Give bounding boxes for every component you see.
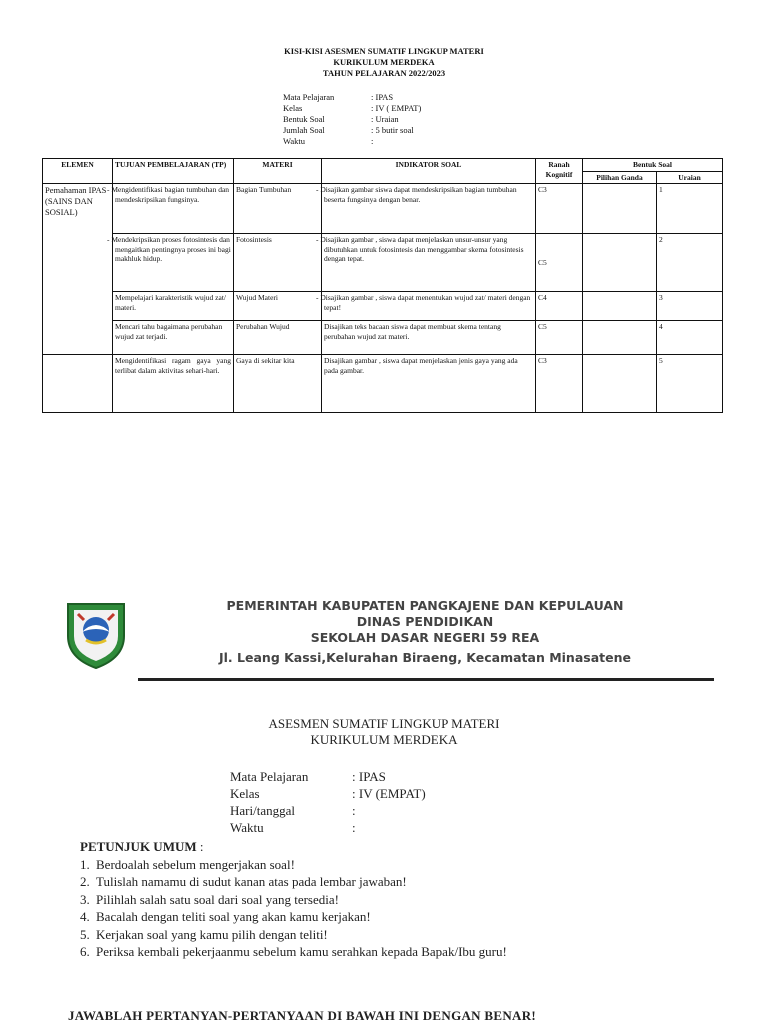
kisi-title bbox=[0, 46, 768, 79]
list-item: 2. Tulislah namamu di sudut kanan atas pada lembar jawaban! bbox=[80, 874, 407, 889]
meta-row: Mata Pelajaran : IPAS bbox=[283, 92, 394, 102]
col-pg: Pilihan Ganda bbox=[583, 171, 657, 184]
cell-pg bbox=[583, 184, 657, 234]
cell-elemen: Pemahaman IPAS (SAINS DAN SOSIAL) bbox=[43, 184, 113, 355]
asesmen-title-line: ASESMEN SUMATIF LINGKUP MATERI bbox=[268, 716, 500, 731]
cell-uraian: 4 bbox=[657, 321, 723, 355]
table-row bbox=[43, 184, 723, 234]
col-bentuk: Bentuk Soal bbox=[583, 159, 723, 172]
list-item: 4. Bacalah dengan teliti soal yang akan kamu kerjakan! bbox=[80, 909, 371, 924]
kisi-title-line: TAHUN PELAJARAN 2022/2023 bbox=[322, 68, 446, 78]
cell-pg bbox=[583, 321, 657, 355]
col-ranah: Ranah Kognitif bbox=[536, 159, 583, 184]
letterhead-address: Jl. Leang Kassi,Kelurahan Biraeng, Kecamatan Minasatene bbox=[219, 650, 631, 665]
cell-ranah: C4 bbox=[536, 292, 583, 321]
asesmen-title bbox=[0, 716, 768, 748]
kisi-table bbox=[42, 158, 723, 413]
meta-row: Waktu : bbox=[283, 136, 374, 146]
cell-materi: Bagian Tumbuhan bbox=[234, 184, 322, 234]
cell-pg bbox=[583, 292, 657, 321]
meta-row: Kelas : IV ( EMPAT) bbox=[283, 103, 422, 113]
meta-row: Mata Pelajaran : IPAS bbox=[230, 769, 386, 784]
general-instructions bbox=[80, 838, 507, 961]
list-item: 6. Periksa kembali pekerjaanmu sebelum kamu serahkan kepada Bapak/Ibu guru! bbox=[80, 944, 507, 959]
cell-ranah: C3 bbox=[536, 355, 583, 413]
meta-row: Hari/tanggal : bbox=[230, 803, 356, 818]
cell-tujuan: Mempelajari karakteristik wujud zat/ materi. bbox=[113, 292, 234, 321]
list-item: 3. Pilihlah salah satu soal dari soal yang tersedia! bbox=[80, 891, 339, 907]
cell-uraian: 2 bbox=[657, 234, 723, 292]
kisi-title-line: KISI-KISI ASESMEN SUMATIF LINGKUP MATERI bbox=[284, 46, 484, 56]
table-row bbox=[43, 321, 723, 355]
instructions-heading: PETUNJUK UMUM : bbox=[80, 839, 204, 854]
letterhead-divider bbox=[138, 678, 714, 681]
col-indikator: INDIKATOR SOAL bbox=[322, 159, 536, 184]
cell-materi: Gaya di sekitar kita bbox=[234, 355, 322, 413]
cell-tujuan: - Mengidentifikasi bagian tumbuhan dan mendeskripsikan fungsinya. bbox=[113, 184, 234, 234]
meta-row: Waktu : bbox=[230, 820, 356, 835]
table-row bbox=[43, 292, 723, 321]
cell-uraian: 3 bbox=[657, 292, 723, 321]
cell-tujuan: Mengidentifikasi ragam gaya yang terlibat dalam aktivitas sehari-hari. bbox=[113, 355, 234, 413]
col-materi: MATERI bbox=[234, 159, 322, 184]
cell-indikator: Disajikan teks bacaan siswa dapat membuat skema tentang perubahan wujud zat materi. bbox=[322, 321, 536, 355]
col-tujuan: TUJUAN PEMBELAJARAN (TP) bbox=[113, 159, 234, 184]
asesmen-page bbox=[0, 590, 768, 1024]
cell-ranah: C3 bbox=[536, 184, 583, 234]
list-item: 1. Berdoalah sebelum mengerjakan soal! bbox=[80, 856, 295, 872]
kisi-title-line: KURIKULUM MERDEKA bbox=[333, 57, 435, 67]
letterhead-line: PEMERINTAH KABUPATEN PANGKAJENE DAN KEPULAUAN bbox=[226, 598, 624, 613]
regency-emblem-icon bbox=[62, 596, 130, 670]
cell-ranah: C5 bbox=[536, 321, 583, 355]
letterhead-line: SEKOLAH DASAR NEGERI 59 REA bbox=[310, 630, 540, 645]
cell-ranah: C5 bbox=[536, 234, 583, 292]
meta-row: Kelas : IV (EMPAT) bbox=[230, 786, 426, 801]
cell-uraian: 5 bbox=[657, 355, 723, 413]
cell-indikator: - Disajikan gambar siswa dapat mendeskripsikan bagian tumbuhan beserta fungsinya dengan benar. bbox=[322, 184, 536, 234]
list-item: 5. Kerjakan soal yang kamu pilih dengan teliti! bbox=[80, 926, 328, 942]
cell-elemen-empty bbox=[43, 355, 113, 413]
asesmen-title-line: KURIKULUM MERDEKA bbox=[310, 732, 458, 747]
table-row bbox=[43, 355, 723, 413]
asesmen-meta bbox=[230, 768, 426, 836]
cell-uraian: 1 bbox=[657, 184, 723, 234]
cell-indikator: - Disajikan gambar , siswa dapat menjelaskan unsur-unsur yang dibutuhkan untuk fotosintesis dan menggambar skema fotosintesis dengan tepat. bbox=[322, 234, 536, 292]
cell-pg bbox=[583, 355, 657, 413]
letterhead bbox=[140, 598, 710, 668]
col-elemen: ELEMEN bbox=[43, 159, 113, 184]
instructions-list bbox=[80, 856, 507, 961]
cell-pg bbox=[583, 234, 657, 292]
cell-indikator: - Disajikan gambar , siswa dapat menentukan wujud zat/ materi dengan tepat! bbox=[322, 292, 536, 321]
letterhead-line: DINAS PENDIDIKAN bbox=[356, 614, 494, 629]
meta-row: Jumlah Soal : 5 butir soal bbox=[283, 125, 414, 135]
answer-instruction: JAWABLAH PERTANYAN-PERTANYAAN DI BAWAH INI DENGAN BENAR! bbox=[68, 1008, 537, 1023]
cell-materi: Fotosintesis bbox=[234, 234, 322, 292]
col-uraian: Uraian bbox=[657, 171, 723, 184]
kisi-meta bbox=[283, 92, 421, 147]
cell-materi: Perubahan Wujud bbox=[234, 321, 322, 355]
cell-tujuan: - Mendekripsikan proses fotosintesis dan mengaitkan pentingnya proses ini bagi makhluk hidup. bbox=[113, 234, 234, 292]
meta-row: Bentuk Soal : Uraian bbox=[283, 114, 399, 124]
cell-tujuan: Mencari tahu bagaimana perubahan wujud zat terjadi. bbox=[113, 321, 234, 355]
cell-indikator: Disajikan gambar , siswa dapat menjelaskan jenis gaya yang ada pada gambar. bbox=[322, 355, 536, 413]
table-row bbox=[43, 234, 723, 292]
cell-materi: Wujud Materi bbox=[234, 292, 322, 321]
